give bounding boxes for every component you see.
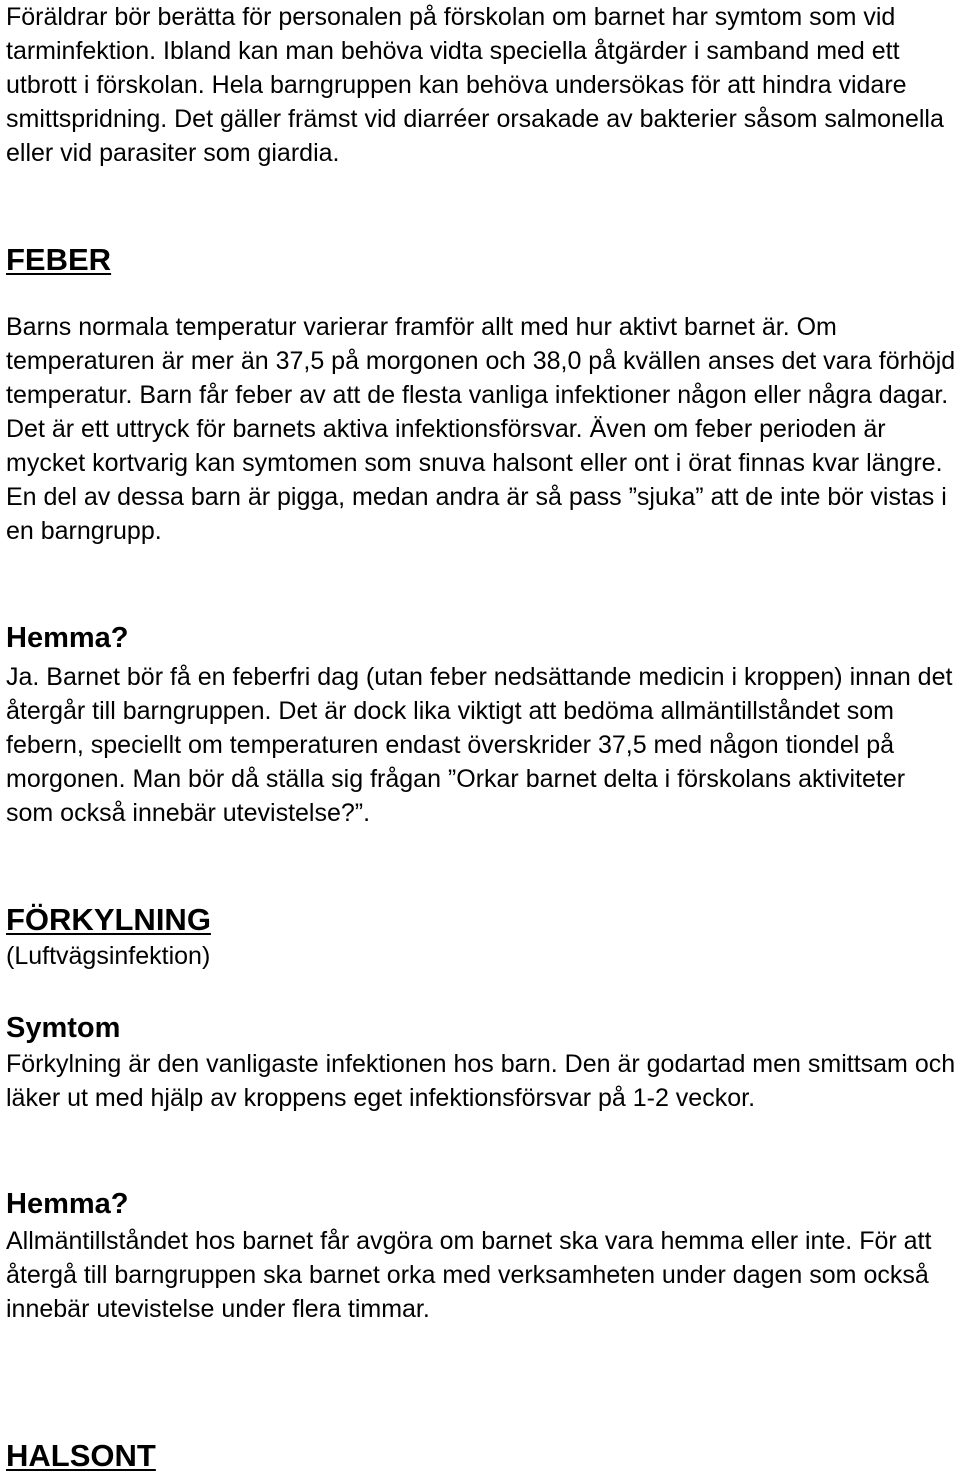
feber-heading: FEBER (6, 242, 112, 277)
feber-hemma-heading: Hemma? (6, 622, 129, 654)
symtom-paragraph: Förkylning är den vanligaste infektionen hos barn. Den är godartad men smittsam och läker ut med hjälp av kroppens eget infektionsförsvar på 1-2 veckor. (6, 1050, 956, 1112)
forkylning-hemma-paragraph: Allmäntillståndet hos barnet får avgöra om barnet ska vara hemma eller inte. För att återgå till barngruppen ska barnet orka med verksamheten under dagen som också innebär utevistelse under flera timmar. (6, 1227, 932, 1323)
feber-hemma-paragraph: Ja. Barnet bör få en feberfri dag (utan feber nedsättande medicin i kroppen) innan det återgår till barngruppen. Det är dock lika viktigt att bedöma allmäntillståndet som febern, speciellt om temperaturen endast överskrider 37,5 med någon tiondel på morgonen. Man bör då ställa sig frågan ”Orkar barnet delta i förskolans aktiviteter som också innebär utevistelse?”. (6, 663, 953, 827)
forkylning-subheading: (Luftvägsinfektion) (6, 942, 211, 970)
forkylning-heading: FÖRKYLNING (6, 902, 211, 937)
halsont-heading: HALSONT (6, 1438, 156, 1473)
symtom-heading: Symtom (6, 1012, 121, 1044)
intro-paragraph: Föräldrar bör berätta för personalen på förskolan om barnet har symtom som vid tarminfektion. Ibland kan man behöva vidta speciella åtgärder i samband med ett utbrott i förskolan. Hela barngruppen kan behöva undersökas för att hindra vidare smittspridning. Det gäller främst vid diarréer orsakade av bakterier såsom salmonella eller vid parasiter som giardia. (6, 3, 944, 167)
forkylning-hemma-heading: Hemma? (6, 1188, 129, 1220)
feber-paragraph: Barns normala temperatur varierar framför allt med hur aktivt barnet är. Om temperaturen är mer än 37,5 på morgonen och 38,0 på kvällen anses det vara förhöjd temperatur. Barn får feber av att de flesta vanliga infektioner någon eller några dagar. Det är ett uttryck för barnets aktiva infektionsförsvar. Även om feber perioden är mycket kortvarig kan symtomen som snuva halsont eller ont i örat finnas kvar längre. En del av dessa barn är pigga, medan andra är så pass ”sjuka” att de inte bör vistas i en barngrupp. (6, 313, 956, 545)
